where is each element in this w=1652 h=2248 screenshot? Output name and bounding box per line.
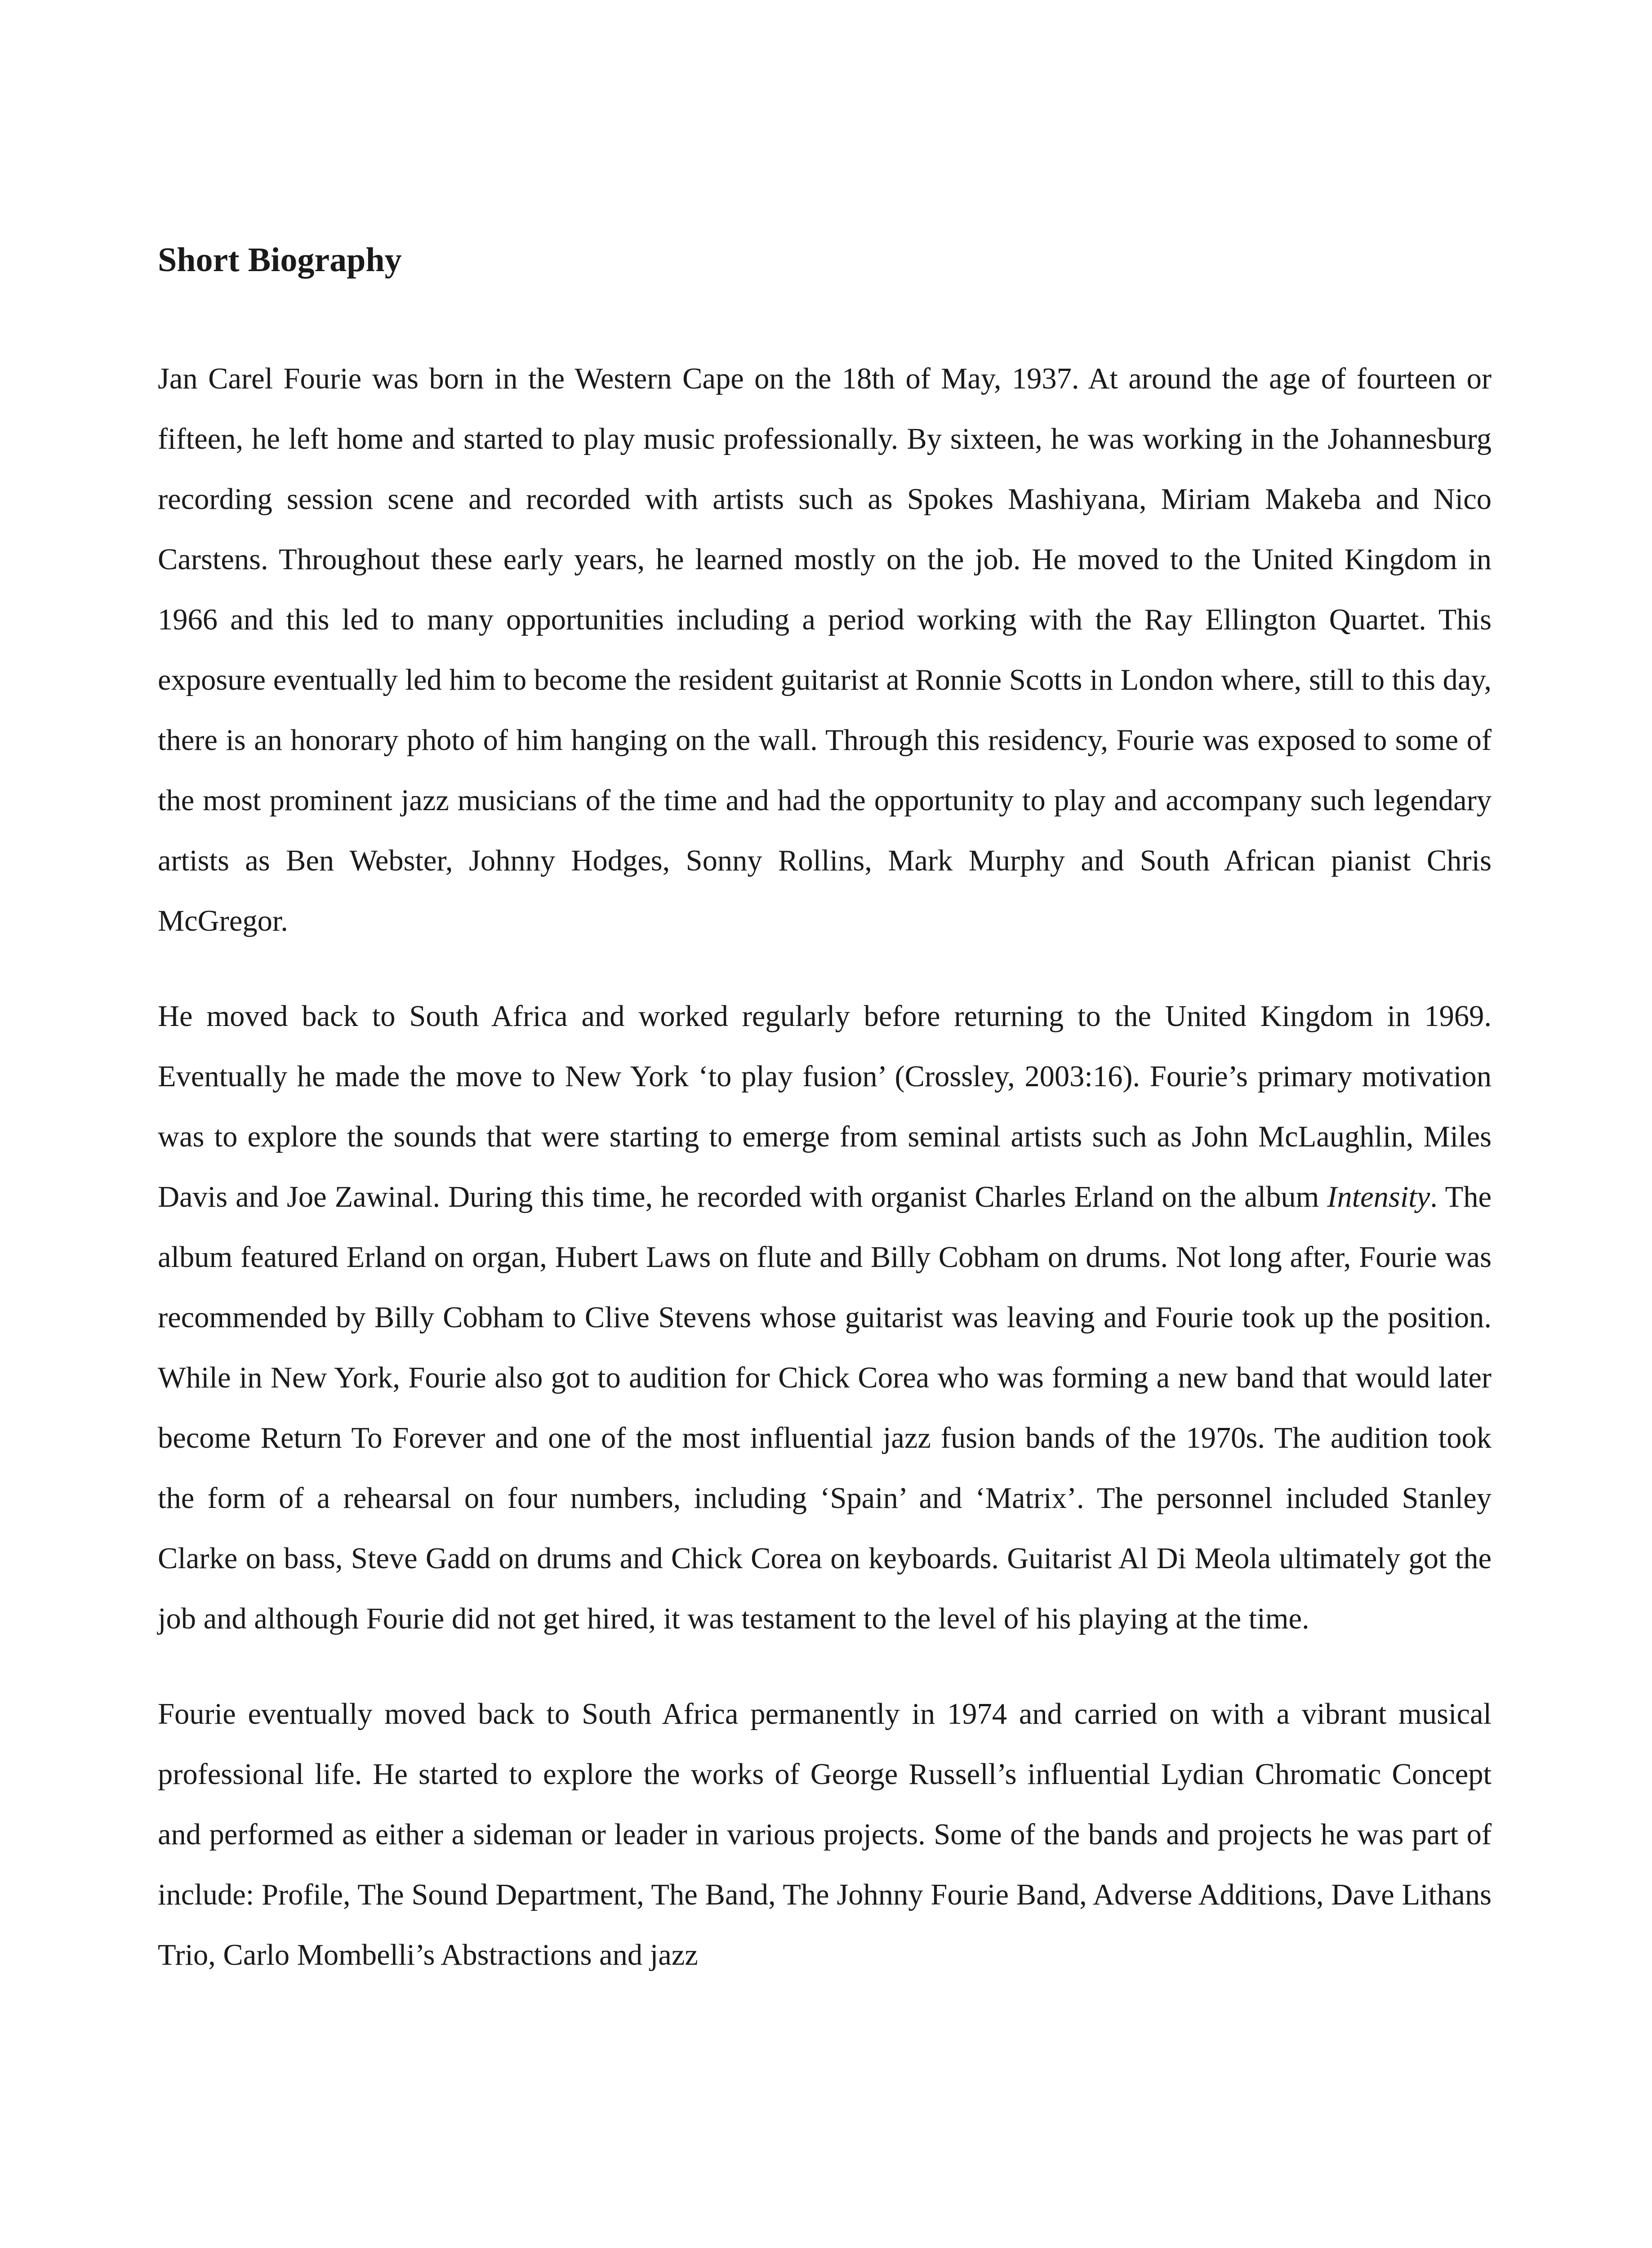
album-title: Intensity [1327,1181,1430,1213]
document-page [158,243,1492,2021]
paragraph-2-text-before: He moved back to South Africa and worked regularly before returning to the United Kingdom in 1969. Eventually he made the move to New York ‘to play fusion’ (Crossley, 2003:16). Fourie’s primary motivation was to explore the sounds that were starting to emerge from seminal artists such as John McLaughlin, Miles Davis and Joe Zawinal. During this time, he recorded with organist Charles Erland on the album [158,1000,1492,1213]
paragraph-3: Fourie eventually moved back to South Africa permanently in 1974 and carried on with a vibrant musical professional life. He started to explore the works of George Russell’s influential Lydian Chromatic Concept and performed as either a sideman or leader in various projects. Some of the bands and projects he was part of include: Profile, The Sound Department, The Band, The Johnny Fourie Band, Adverse Additions, Dave Lithans Trio, Carlo Mombelli’s Abstractions and jazz [158,1698,1492,1971]
paragraph-2 [158,986,1492,1649]
paragraph-1: Jan Carel Fourie was born in the Western Cape on the 18th of May, 1937. At around the age of fourteen or fifteen, he left home and started to play music professionally. By sixteen, he was working in the Johannesburg recording session scene and recorded with artists such as Spokes Mashiyana, Miriam Makeba and Nico Carstens. Throughout these early years, he learned mostly on the job. He moved to the United Kingdom in 1966 and this led to many opportunities including a period working with the Ray Ellington Quartet. This exposure eventually led him to become the resident guitarist at Ronnie Scotts in London where, still to this day, there is an honorary photo of him hanging on the wall. Through this residency, Fourie was exposed to some of the most prominent jazz musicians of the time and had the opportunity to play and accompany such legendary artists as Ben Webster, Johnny Hodges, Sonny Rollins, Mark Murphy and South African pianist Chris McGregor. [158,362,1492,937]
section-heading: Short Biography [158,241,402,279]
paragraph-2-text-after: . The album featured Erland on organ, Hubert Laws on flute and Billy Cobham on drums. Not long after, Fourie was recommended by Billy Cobham to Clive Stevens whose guitarist was leaving and Fourie took up the position. While in New York, Fourie also got to audition for Chick Corea who was forming a new band that would later become Return To Forever and one of the most influential jazz fusion bands of the 1970s. The audition took the form of a rehearsal on four numbers, including ‘Spain’ and ‘Matrix’. The personnel included Stanley Clarke on bass, Steve Gadd on drums and Chick Corea on keyboards. Guitarist Al Di Meola ultimately got the job and although Fourie did not get hired, it was testament to the level of his playing at the time. [158,1181,1492,1635]
